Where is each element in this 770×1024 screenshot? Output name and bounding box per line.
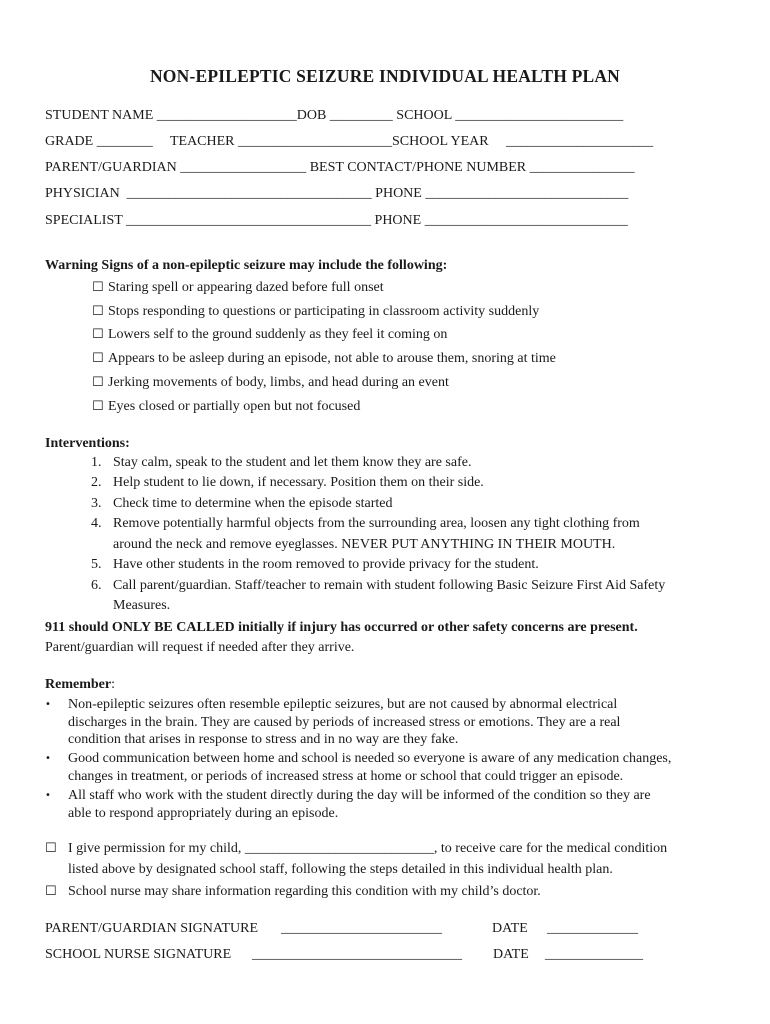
bullet-icon: • (45, 699, 51, 710)
remember-bullet: • Good communication between home and school is needed so everyone is aware of any medication changes, changes in treatment, or periods of increased stress at home or school that could trigger an episode. (45, 751, 672, 784)
call-911-warning: 911 should ONLY BE CALLED initially if injury has occurred or other safety concerns are present. (45, 620, 638, 635)
warning-item[interactable] (92, 303, 539, 320)
remember-bullet: • Non-epileptic seizures often resemble epileptic seizures, but are not caused by abnormal electrical discharges in the brain. They are caused by periods of increased stress or emotions. They are a real condition that arises in response to stress and in no way are they fake. (45, 697, 621, 747)
warning-item-label: Stops responding to questions or participating in classroom activity suddenly (108, 304, 540, 319)
permission-checkbox-row[interactable] (45, 840, 667, 857)
warning-item[interactable] (92, 374, 449, 391)
intervention-item: 2. Help student to lie down, if necessary. Position them on their side. (91, 475, 484, 490)
nurse-signature-label: SCHOOL NURSE SIGNATURE (45, 947, 232, 962)
warning-item-label: Staring spell or appearing dazed before full onset (108, 280, 384, 295)
bullet-icon: • (45, 753, 51, 764)
bullet-icon: • (45, 790, 51, 801)
intervention-item-continued: around the neck and remove eyeglasses. NEVER PUT ANYTHING IN THEIR MOUTH. (113, 537, 616, 552)
share-info-checkbox-row[interactable] (45, 883, 541, 900)
warning-item-label: Jerking movements of body, limbs, and head during an event (108, 375, 449, 390)
nurse-date-field[interactable]: ______________ (545, 947, 643, 962)
warning-item-label: Lowers self to the ground suddenly as they feel it coming on (108, 327, 448, 342)
checkbox-icon[interactable]: ☐ (92, 327, 104, 342)
field-row-parent[interactable]: PARENT/GUARDIAN __________________ BEST CONTACT/PHONE NUMBER _______________ (45, 160, 635, 175)
page-title: NON-EPILEPTIC SEIZURE INDIVIDUAL HEALTH PLAN (149, 66, 621, 86)
checkbox-icon[interactable]: ☐ (45, 841, 57, 856)
checkbox-icon[interactable]: ☐ (92, 375, 104, 390)
field-row-physician[interactable]: PHYSICIAN ___________________________________ PHONE _____________________________ (45, 186, 629, 201)
parent-signature-field[interactable]: _______________________ (281, 921, 442, 936)
permission-text: I give permission for my child, ___________________________, to receive care for the medical condition (68, 841, 668, 856)
warning-item[interactable] (92, 398, 360, 415)
checkbox-icon[interactable]: ☐ (92, 304, 104, 319)
warning-heading: Warning Signs of a non-epileptic seizure may include the following: (45, 258, 448, 273)
intervention-item: 3. Check time to determine when the episode started (91, 496, 393, 511)
remember-bullet: • All staff who work with the student directly during the day will be informed of the condition so they are able to respond appropriately during an episode. (45, 788, 651, 821)
permission-text-continued: listed above by designated school staff, following the steps detailed in this individual health plan. (68, 862, 613, 877)
date-label: DATE (492, 921, 528, 936)
intervention-item: 1. Stay calm, speak to the student and let them know they are safe. (91, 455, 472, 470)
share-info-text: School nurse may share information regarding this condition with my child’s doctor. (68, 884, 541, 899)
intervention-item: 5. Have other students in the room removed to provide privacy for the student. (91, 557, 539, 572)
remember-heading: Remember: (45, 677, 115, 692)
checkbox-icon[interactable]: ☐ (92, 351, 104, 366)
checkbox-icon[interactable]: ☐ (92, 399, 104, 414)
field-row-student[interactable]: STUDENT NAME ____________________DOB _________ SCHOOL ________________________ (45, 108, 624, 123)
warning-item-label: Eyes closed or partially open but not focused (108, 399, 361, 414)
parent-signature-label: PARENT/GUARDIAN SIGNATURE (45, 921, 258, 936)
warning-item[interactable] (92, 326, 447, 343)
checkbox-icon[interactable]: ☐ (92, 280, 104, 295)
intervention-item: 4. Remove potentially harmful objects from the surrounding area, loosen any tight clothing from (91, 516, 640, 531)
parent-date-field[interactable]: _____________ (547, 921, 638, 936)
intervention-item: 6. Call parent/guardian. Staff/teacher to remain with student following Basic Seizure First Aid Safety (91, 578, 666, 593)
field-row-grade[interactable]: GRADE ________ TEACHER ______________________SCHOOL YEAR _____________________ (45, 134, 654, 149)
nurse-signature-field[interactable]: ______________________________ (252, 947, 462, 962)
warning-item[interactable] (92, 279, 384, 296)
intervention-item-continued: Measures. (113, 598, 171, 613)
checkbox-icon[interactable]: ☐ (45, 884, 57, 899)
field-row-specialist[interactable]: SPECIALIST ___________________________________ PHONE _____________________________ (45, 213, 628, 228)
interventions-heading: Interventions: (45, 436, 130, 451)
warning-item[interactable] (92, 350, 556, 367)
warning-item-label: Appears to be asleep during an episode, not able to arouse them, snoring at time (108, 351, 556, 366)
date-label: DATE (493, 947, 529, 962)
parent-request-note: Parent/guardian will request if needed after they arrive. (45, 640, 355, 655)
